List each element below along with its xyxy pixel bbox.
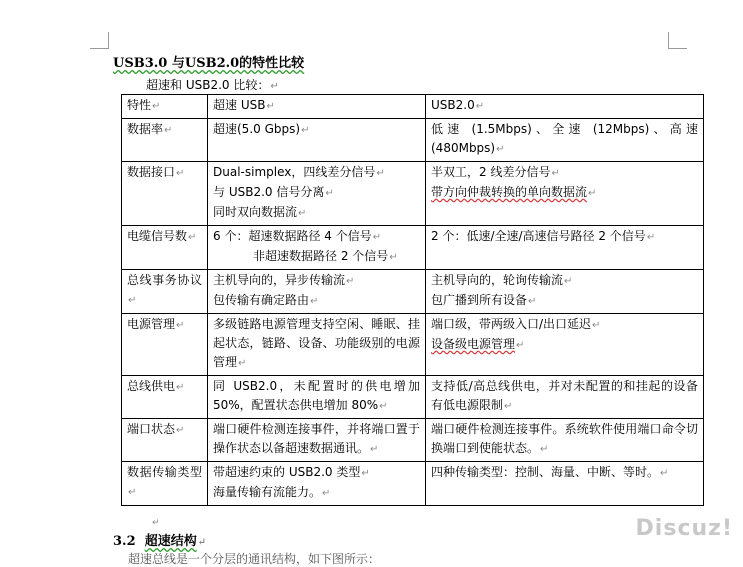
usb2-cell: 主机导向的，轮询传输流↵ 包广播到所有设备↵ <box>426 270 704 314</box>
table-caption <box>146 76 279 93</box>
feature-cell: 总线供电↵ <box>122 376 208 419</box>
feature-cell: 数据率↵ <box>122 119 208 162</box>
section-heading <box>113 530 206 549</box>
superspeed-cell: Dual-simplex，四线差分信号↵ 与 USB2.0 信号分离↵ 同时双向数据流↵ <box>208 162 426 226</box>
table-row <box>122 162 704 226</box>
usb2-cell: 端口硬件检测连接事件。系统软件使用端口命令切换端口到使能状态。↵ <box>426 419 704 462</box>
usb2-cell: 低速 (1.5Mbps)、全速 (12Mbps)、高速 (480Mbps)↵ <box>426 119 704 162</box>
feature-cell: 端口状态↵ <box>122 419 208 462</box>
usb2-cell: 2 个：低速/全速/高速信号路径 2 个信号↵ <box>426 226 704 270</box>
feature-cell: 数据接口↵ <box>122 162 208 226</box>
table-row <box>122 270 704 314</box>
superspeed-cell: 端口硬件检测连接事件，并将端口置于操作状态以备超速数据通讯。↵ <box>208 419 426 462</box>
superspeed-cell: 超速(5.0 Gbps)↵ <box>208 119 426 162</box>
feature-cell: 电缆信号数↵ <box>122 226 208 270</box>
table-row <box>122 314 704 376</box>
paragraph-mark-orphan: ↵ <box>152 518 160 528</box>
superspeed-cell: 多级链路电源管理支持空闲、睡眠、挂起状态，链路、设备、功能级别的电源管理↵ <box>208 314 426 376</box>
header-cell-feature: 特性↵ <box>122 95 208 119</box>
header-cell-superspeed: 超速 USB↵ <box>208 95 426 119</box>
table-row <box>122 419 704 462</box>
paragraph-mark: ↵ <box>270 81 279 92</box>
document-heading-text: USB3.0 与USB2.0的特性比较 <box>113 56 305 71</box>
table-header-row <box>122 95 704 119</box>
table-row <box>122 119 704 162</box>
comparison-table <box>121 94 704 506</box>
table-row <box>122 376 704 419</box>
table-row <box>122 462 704 506</box>
cut-off-body-text: 超速总线是一个分层的通讯结构，如下图所示： <box>128 552 381 566</box>
superspeed-cell: 同 USB2.0，未配置时的供电增加 50%，配置状态供电增加 80%↵ <box>208 376 426 419</box>
superspeed-cell: 带超速约束的 USB2.0 类型↵ 海量传输有流能力。↵ <box>208 462 426 506</box>
header-cell-usb2: USB2.0↵ <box>426 95 704 119</box>
usb2-cell: 端口级，带两级入口/出口延迟↵ 设备级电源管理↵ <box>426 314 704 376</box>
feature-cell: 总线事务协议↵ <box>122 270 208 314</box>
section-title: 超速结构 <box>144 534 197 549</box>
discuz-watermark: Discuz! <box>635 516 733 541</box>
paragraph-mark: ↵ <box>197 537 207 548</box>
table-row <box>122 226 704 270</box>
document-heading <box>113 52 304 71</box>
usb2-cell: 半双工，2 线差分信号↵ 带方向仲裁转换的单向数据流↵ <box>426 162 704 226</box>
crop-mark-top-left <box>90 32 109 49</box>
superspeed-cell: 主机导向的，异步传输流↵ 包传输有确定路由↵ <box>208 270 426 314</box>
usb2-cell: 四种传输类型：控制、海量、中断、等时。↵ <box>426 462 704 506</box>
feature-cell: 数据传输类型↵ <box>122 462 208 506</box>
feature-cell: 电源管理↵ <box>122 314 208 376</box>
table-caption-text: 超速和 USB2.0 比较： <box>146 78 270 92</box>
crop-mark-top-right <box>668 32 687 49</box>
superspeed-cell: 6 个：超速数据路径 4 个信号↵ 非超速数据路径 2 个信号↵ <box>208 226 426 270</box>
usb2-cell: 支持低/高总线供电，并对未配置的和挂起的设备有低电源限制↵ <box>426 376 704 419</box>
section-number: 3.2 <box>113 534 136 549</box>
